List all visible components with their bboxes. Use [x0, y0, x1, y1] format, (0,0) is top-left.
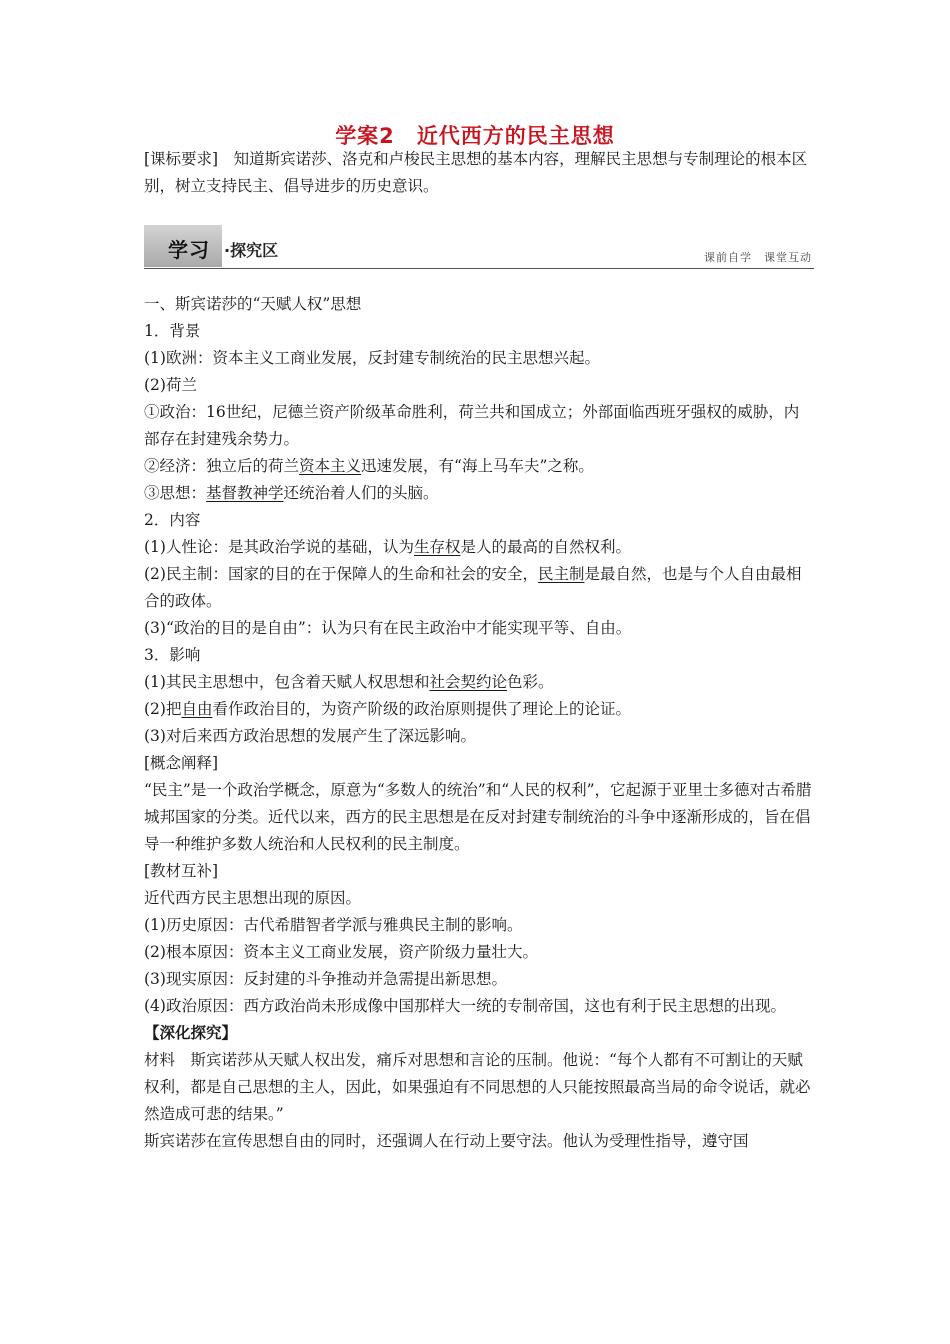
paragraph [144, 696, 814, 723]
paragraph: (4)政治原因：西方政治尚未形成像中国那样大一统的专制帝国，这也有利于民主思想的出现。 [144, 997, 786, 1015]
key-term: 社会契约论 [429, 673, 507, 691]
title-lesson-number: 学案2 [335, 124, 395, 148]
text-run: 看作政治目的，为资产阶级的政治原则提供了理论上的论证。 [212, 700, 631, 718]
paragraph [144, 561, 814, 615]
key-term: 资本主义 [299, 457, 362, 475]
paragraph [144, 480, 814, 507]
text-run: (2)民主制：国家的目的在于保障人的生命和社会的安全， [144, 565, 538, 583]
banner-sub-label: ·探究区 [224, 241, 279, 260]
concept-heading: [概念阐释] [144, 754, 219, 772]
text-run: 迅速发展，有“海上马车夫”之称。 [361, 457, 594, 475]
curriculum-requirements: [课标要求] 知道斯宾诺莎、洛克和卢梭民主思想的基本内容，理解民主思想与专制理论的根本区别，树立支持民主、倡导进步的历史意识。 [144, 150, 808, 195]
key-term: 民主制 [537, 565, 585, 583]
subheading-influence: 3．影响 [144, 646, 201, 664]
deep-inquiry-heading: 【深化探究】 [144, 1024, 238, 1042]
paragraph: (2)根本原因：资本主义工商业发展，资产阶级力量壮大。 [144, 943, 538, 961]
subheading-background: 1．背景 [144, 322, 201, 340]
paragraph: (2)荷兰 [144, 376, 197, 394]
paragraph: (3)对后来西方政治思想的发展产生了深远影响。 [144, 727, 476, 745]
paragraph: 材料 斯宾诺莎从天赋人权出发，痛斥对思想和言论的压制。他说：“每个人都有不可割让的天赋权利，都是自己思想的主人，因此，如果强迫有不同思想的人只能按照最高当局的命令说话，就必然造成可悲的结果。” [144, 1051, 811, 1123]
text-run: ②经济：独立后的荷兰 [144, 457, 300, 475]
paragraph: (3)“政治的目的是自由”：认为只有在民主政治中才能实现平等、自由。 [144, 619, 632, 637]
text-run: 还统治着人们的头脑。 [283, 484, 439, 502]
paragraph: (1)欧洲：资本主义工商业发展，反封建专制统治的民主思想兴起。 [144, 349, 600, 367]
supplement-heading: [教材互补] [144, 862, 219, 880]
subheading-content: 2．内容 [144, 511, 201, 529]
banner-right-label: 课前自学 课堂互动 [704, 251, 812, 264]
paragraph: ①政治：16世纪，尼德兰资产阶级革命胜利，荷兰共和国成立；外部面临西班牙强权的威胁，内部存在封建残余势力。 [144, 403, 800, 448]
banner-main-label: 学习 [168, 238, 210, 262]
paragraph: 斯宾诺莎在宣传思想自由的同时，还强调人在行动上要守法。他认为受理性指导，遵守国 [144, 1132, 749, 1150]
key-term: 生存权 [413, 538, 461, 556]
paragraph [144, 534, 814, 561]
text-run: ③思想： [144, 484, 207, 502]
key-term: 基督教神学 [206, 484, 284, 502]
key-term: 自由 [181, 700, 213, 718]
paragraph: (3)现实原因：反封建的斗争推动并急需提出新思想。 [144, 970, 507, 988]
text-run: (1)人性论：是其政治学说的基础，认为 [144, 538, 414, 556]
text-run: 是人的最高的自然权利。 [460, 538, 631, 556]
text-run: 是最自然，也是与个人自由最相合的政体。 [144, 565, 802, 610]
paragraph [144, 669, 814, 696]
paragraph: 近代西方民主思想出现的原因。 [144, 889, 362, 907]
paragraph: “民主”是一个政治学概念，原意为“多数人的统治”和“人民的权利”，它起源于亚里士多德对古希腊城邦国家的分类。近代以来，西方的民主思想是在反对封建专制统治的斗争中逐渐形成的，旨在倡导一种维护多数人统治和人民权利的民主制度。 [144, 781, 812, 853]
text-run: 色彩。 [506, 673, 554, 691]
section-heading: 一、斯宾诺莎的“天赋人权”思想 [144, 295, 362, 313]
banner-divider [144, 268, 814, 269]
text-run: (1)其民主思想中，包含着天赋人权思想和 [144, 673, 430, 691]
title-topic: 近代西方的民主思想 [416, 124, 615, 148]
text-run: (2)把 [144, 700, 182, 718]
section-banner [144, 225, 814, 269]
paragraph: (1)历史原因：古代希腊智者学派与雅典民主制的影响。 [144, 916, 523, 934]
paragraph [144, 453, 814, 480]
document-body [144, 291, 814, 1155]
